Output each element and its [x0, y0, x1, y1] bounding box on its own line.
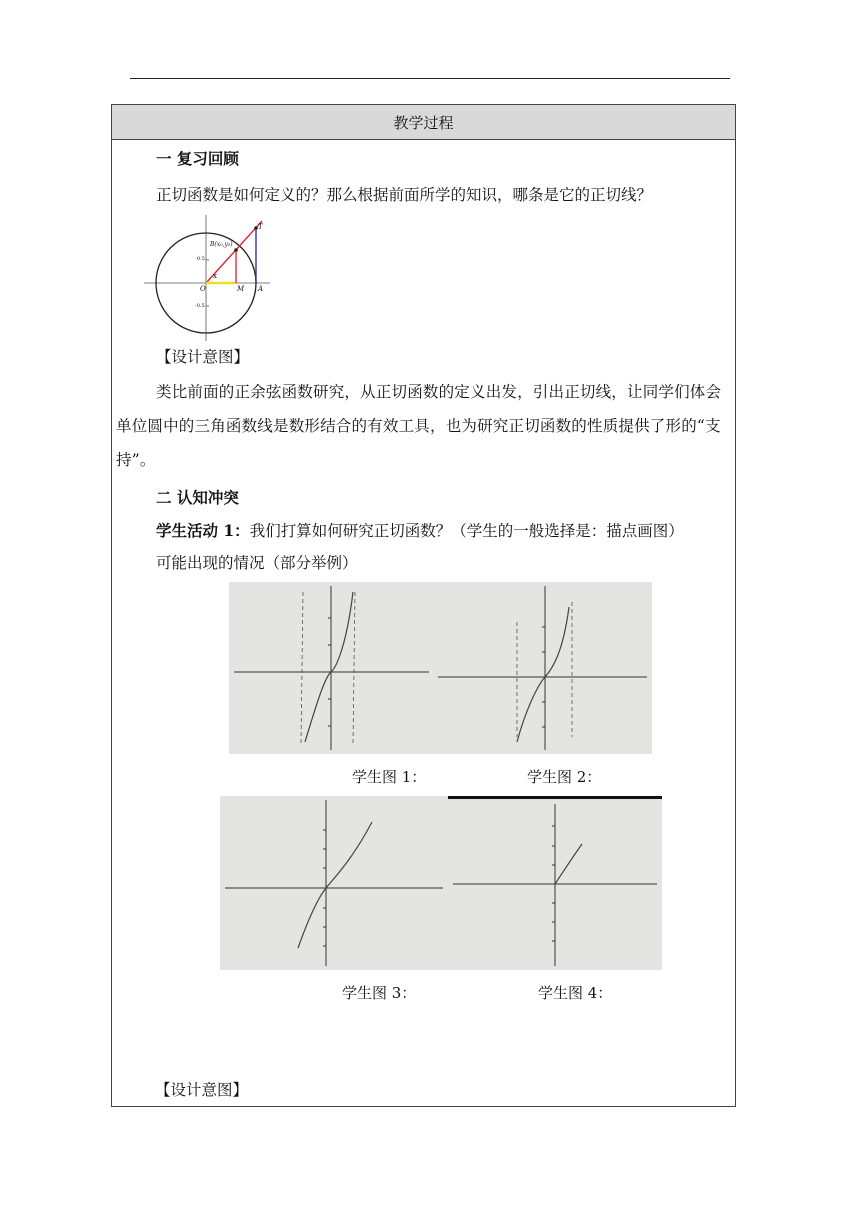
- student-graph-photo-2: [433, 582, 652, 754]
- table-header-label: 教学过程: [393, 113, 454, 132]
- angle-label: x: [213, 272, 217, 280]
- section1-question: 正切函数是如何定义的？那么根据前面所学的知识，哪条是它的正切线？: [156, 186, 653, 204]
- caption-student-graph-4: 学生图 4：: [538, 984, 613, 1002]
- design-intent-1-label: 【设计意图】: [156, 348, 250, 366]
- caption-student-graph-3: 学生图 3：: [342, 984, 417, 1002]
- page-header-rule: [130, 78, 730, 79]
- cases-text: 可能出现的情况（部分举例）: [156, 554, 358, 572]
- student-graph-photo-1: [229, 582, 433, 754]
- tick-label-positive: 0.5: [197, 256, 205, 262]
- unit-circle-figure: [142, 213, 272, 343]
- activity-label: 学生活动 1：: [156, 521, 250, 540]
- section1-heading: 一 复习回顾: [156, 149, 239, 168]
- caption-student-graph-2: 学生图 2：: [527, 768, 602, 786]
- activity-text: 我们打算如何研究正切函数？（学生的一般选择是：描点画图）: [249, 522, 684, 540]
- tick-label-negative: -0.5: [195, 303, 205, 309]
- caption-student-graph-1: 学生图 1：: [352, 768, 427, 786]
- table-header: [112, 105, 735, 140]
- section2-heading: 二 认知冲突: [156, 488, 239, 507]
- point-m-label: M: [237, 285, 245, 293]
- point-a-label: A: [258, 285, 264, 293]
- design-intent-1-text: 类比前面的正余弦函数研究，从正切函数的定义出发，引出正切线，让同学们体会单位圆中的三角函数线是数形结合的有效工具，也为研究正切函数的性质提供了形的“支持”。: [116, 383, 722, 469]
- point-b-label: B(x₀,y₀): [210, 241, 233, 248]
- point-t-label: T: [258, 223, 263, 231]
- design-intent-2-label: 【设计意图】: [155, 1081, 249, 1099]
- student-graph-photo-4: [448, 796, 662, 970]
- origin-label: O: [200, 285, 206, 293]
- activity-line: [156, 521, 684, 541]
- student-graph-photo-3: [220, 796, 448, 970]
